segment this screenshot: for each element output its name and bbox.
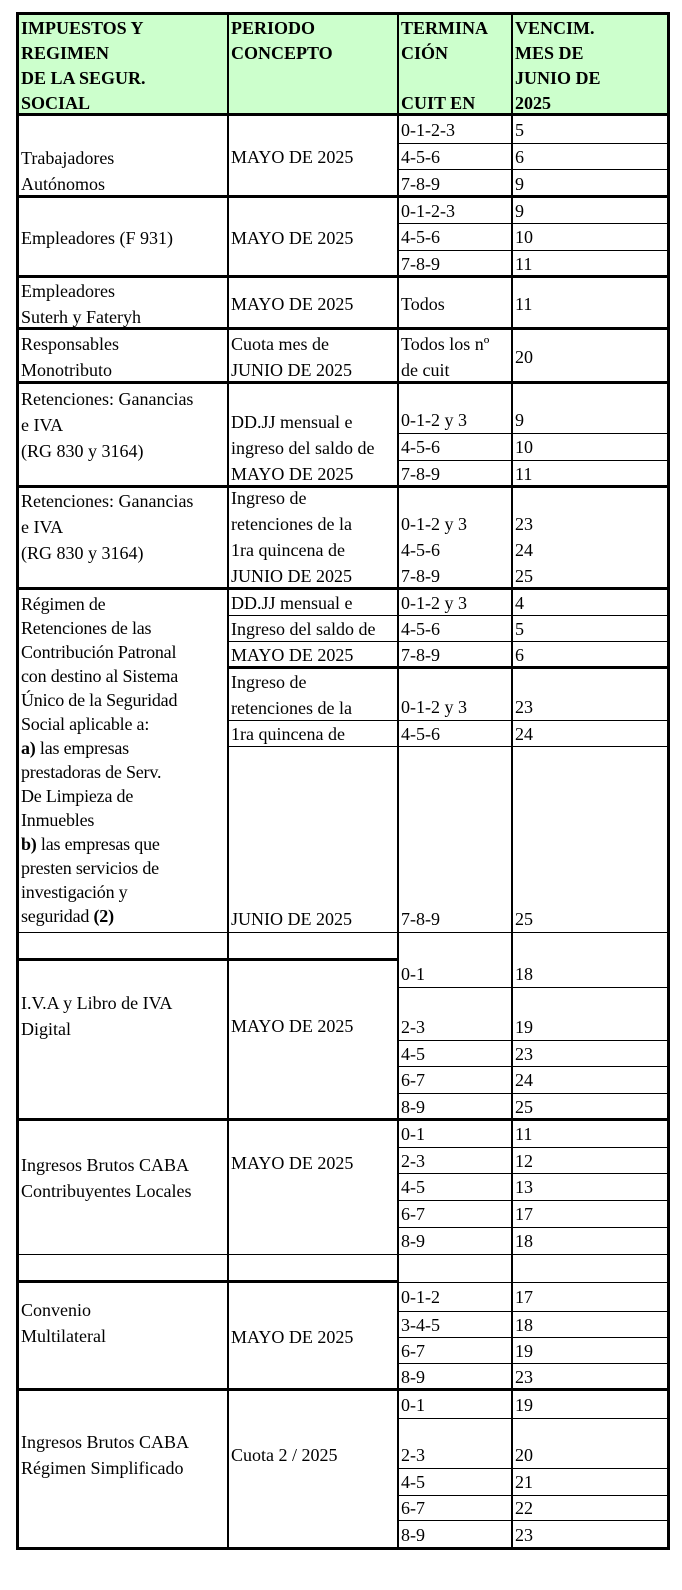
item-b-label: b) (21, 834, 37, 854)
due-day: 18 (512, 1311, 669, 1338)
blank-cell (228, 1254, 399, 1283)
due-day: 13 (512, 1173, 669, 1201)
due-day: 25 (512, 1093, 669, 1121)
cuit-ending: 7-8-9 (398, 641, 513, 669)
cuit-ending: 4-5-6 (398, 143, 513, 170)
period: Ingreso de retenciones de la 1ra quincena de JUNIO DE 2025 (228, 487, 399, 590)
divider (16, 195, 670, 198)
due-day: 18 (512, 932, 669, 988)
footnote-ref: (2) (93, 906, 114, 926)
due-day: 11 (512, 1120, 669, 1148)
cuit-ending: 7-8-9 (398, 746, 513, 933)
cuit-ending: 7-8-9 (398, 169, 513, 198)
cuit-ending: 6-7 (398, 1200, 513, 1228)
divider (228, 666, 670, 669)
due-day: 6 (512, 143, 669, 170)
divider (16, 485, 670, 488)
cuit-ending: 0-1-2-3 (398, 115, 513, 144)
due-day: 23 (512, 668, 669, 721)
period: 1ra quincena de (228, 720, 399, 747)
tax-name: Convenio Multilateral (18, 1282, 229, 1391)
tax-name: Trabajadores Autónomos (18, 115, 229, 198)
divider (16, 381, 670, 384)
due-day: 20 (512, 329, 669, 384)
due-day: 9 (512, 383, 669, 434)
cuit-ending: 4-5 (398, 1173, 513, 1201)
due-day: 20 (512, 1418, 669, 1469)
header-impuestos: IMPUESTOS Y REGIMEN DE LA SEGUR. SOCIAL (18, 14, 229, 116)
period: DD.JJ mensual e ingreso del saldo de MAYO DE 2025 (228, 383, 399, 488)
cuit-ending: 4-5-6 (398, 615, 513, 642)
divider (16, 958, 399, 961)
blank-cell (512, 1254, 669, 1283)
cuit-ending: 0-1-2 y 3 (398, 668, 513, 721)
cuit-ending: 4-5 (398, 1040, 513, 1067)
period: MAYO DE 2025 (228, 1120, 399, 1255)
item-a-text: las empresas prestadoras de Serv. De Limpieza de Inmuebles (21, 738, 162, 830)
divider (16, 113, 670, 116)
divider (16, 587, 670, 590)
period: Ingreso de retenciones de la (228, 668, 399, 721)
tax-name: I.V.A y Libro de IVA Digital (18, 960, 229, 1121)
due-day: 17 (512, 1282, 669, 1312)
cuit-ending: 8-9 (398, 1227, 513, 1255)
column-divider (397, 12, 399, 1550)
tax-name: Empleadores (F 931) (18, 197, 229, 278)
cuit-ending: 7-8-9 (398, 460, 513, 488)
item-b-text: las empresas que presten servicios de investigación y seguridad (21, 834, 160, 926)
period: MAYO DE 2025 (228, 197, 399, 278)
period: MAYO DE 2025 (228, 277, 399, 330)
due-day: 11 (512, 460, 669, 488)
due-day: 24 (512, 1066, 669, 1094)
tax-name: Ingresos Brutos CABA Régimen Simplificado (18, 1390, 229, 1549)
column-divider (511, 12, 513, 1550)
period: JUNIO DE 2025 (228, 746, 399, 933)
due-day: 18 (512, 1227, 669, 1255)
tax-name: Ingresos Brutos CABA Contribuyentes Locales (18, 1120, 229, 1255)
due-day: 25 (512, 746, 669, 933)
cuit-ending: 8-9 (398, 1363, 513, 1391)
column-divider (227, 12, 229, 1550)
cuit-ending: 4-5-6 (398, 433, 513, 461)
due-day: 17 (512, 1200, 669, 1228)
due-day: 9 (512, 197, 669, 224)
tax-name: Responsables Monotributo (18, 329, 229, 384)
item-a-label: a) (21, 738, 36, 758)
due-day: 23 (512, 1040, 669, 1067)
cuit-ending: 6-7 (398, 1495, 513, 1521)
cuit-ending: 2-3 (398, 1418, 513, 1469)
divider (16, 327, 670, 330)
due-day: 24 (512, 720, 669, 747)
due-day: 11 (512, 250, 669, 278)
divider (16, 1280, 399, 1283)
due-day: 11 (512, 277, 669, 330)
period: DD.JJ mensual e (228, 589, 399, 616)
header-terminacion: TERMINA CIÓN CUIT EN (398, 14, 513, 116)
cuit-ending: 0-1-2 y 3 4-5-6 7-8-9 (398, 487, 513, 590)
tax-name: Retenciones: Ganancias e IVA (RG 830 y 3164) (18, 383, 229, 488)
due-day: 9 (512, 169, 669, 198)
divider (16, 275, 670, 278)
due-day: 10 (512, 433, 669, 461)
due-day: 19 (512, 987, 669, 1041)
cuit-ending: 0-1-2 y 3 (398, 589, 513, 616)
cuit-ending: 0-1 (398, 1120, 513, 1148)
period: MAYO DE 2025 (228, 641, 399, 669)
period: Ingreso del saldo de (228, 615, 399, 642)
period: Cuota mes de JUNIO DE 2025 (228, 329, 399, 384)
cuit-ending: 6-7 (398, 1337, 513, 1364)
header-periodo: PERIODO CONCEPTO (228, 14, 399, 116)
cuit-ending: 0-1-2 (398, 1282, 513, 1312)
due-day: 6 (512, 641, 669, 669)
cuit-ending: Todos (398, 277, 513, 330)
cuit-ending: 0-1 (398, 932, 513, 988)
cuit-ending: 0-1-2 y 3 (398, 383, 513, 434)
due-day: 21 (512, 1468, 669, 1496)
cuit-ending: 4-5-6 (398, 720, 513, 747)
period: MAYO DE 2025 (228, 960, 399, 1121)
cuit-ending: 7-8-9 (398, 250, 513, 278)
divider (16, 1388, 670, 1391)
due-day: 19 (512, 1390, 669, 1419)
due-day: 23 24 25 (512, 487, 669, 590)
header-vencimiento: VENCIM. MES DE JUNIO DE 2025 (512, 14, 669, 116)
cuit-ending: 0-1-2-3 (398, 197, 513, 224)
period: MAYO DE 2025 (228, 115, 399, 198)
blank-cell (228, 932, 399, 961)
due-day: 22 (512, 1495, 669, 1521)
divider (16, 1118, 670, 1121)
cuit-ending: 3-4-5 (398, 1311, 513, 1338)
due-day: 23 (512, 1363, 669, 1391)
tax-name (18, 589, 229, 933)
regimen-intro: Régimen de Retenciones de las Contribución Patronal con destino al Sistema Único de la Seguridad Social aplicable a: (21, 594, 179, 734)
cuit-ending: 4-5 (398, 1468, 513, 1496)
cuit-ending: 8-9 (398, 1520, 513, 1549)
period: MAYO DE 2025 (228, 1282, 399, 1391)
blank-cell (18, 1254, 229, 1283)
due-day: 10 (512, 223, 669, 251)
tax-name: Empleadores Suterh y Fateryh (18, 277, 229, 330)
due-day: 12 (512, 1147, 669, 1174)
cuit-ending: 2-3 (398, 987, 513, 1041)
cuit-ending: 6-7 (398, 1066, 513, 1094)
cuit-ending: 0-1 (398, 1390, 513, 1419)
cuit-ending: Todos los nº de cuit (398, 329, 513, 384)
cuit-ending: 4-5-6 (398, 223, 513, 251)
blank-cell (398, 1254, 513, 1283)
cuit-ending: 8-9 (398, 1093, 513, 1121)
cuit-ending: 2-3 (398, 1147, 513, 1174)
due-day: 5 (512, 615, 669, 642)
due-day: 4 (512, 589, 669, 616)
blank-cell (18, 932, 229, 961)
period: Cuota 2 / 2025 (228, 1390, 399, 1549)
due-day: 19 (512, 1337, 669, 1364)
due-day: 23 (512, 1520, 669, 1549)
tax-name: Retenciones: Ganancias e IVA (RG 830 y 3164) (18, 487, 229, 590)
due-day: 5 (512, 115, 669, 144)
